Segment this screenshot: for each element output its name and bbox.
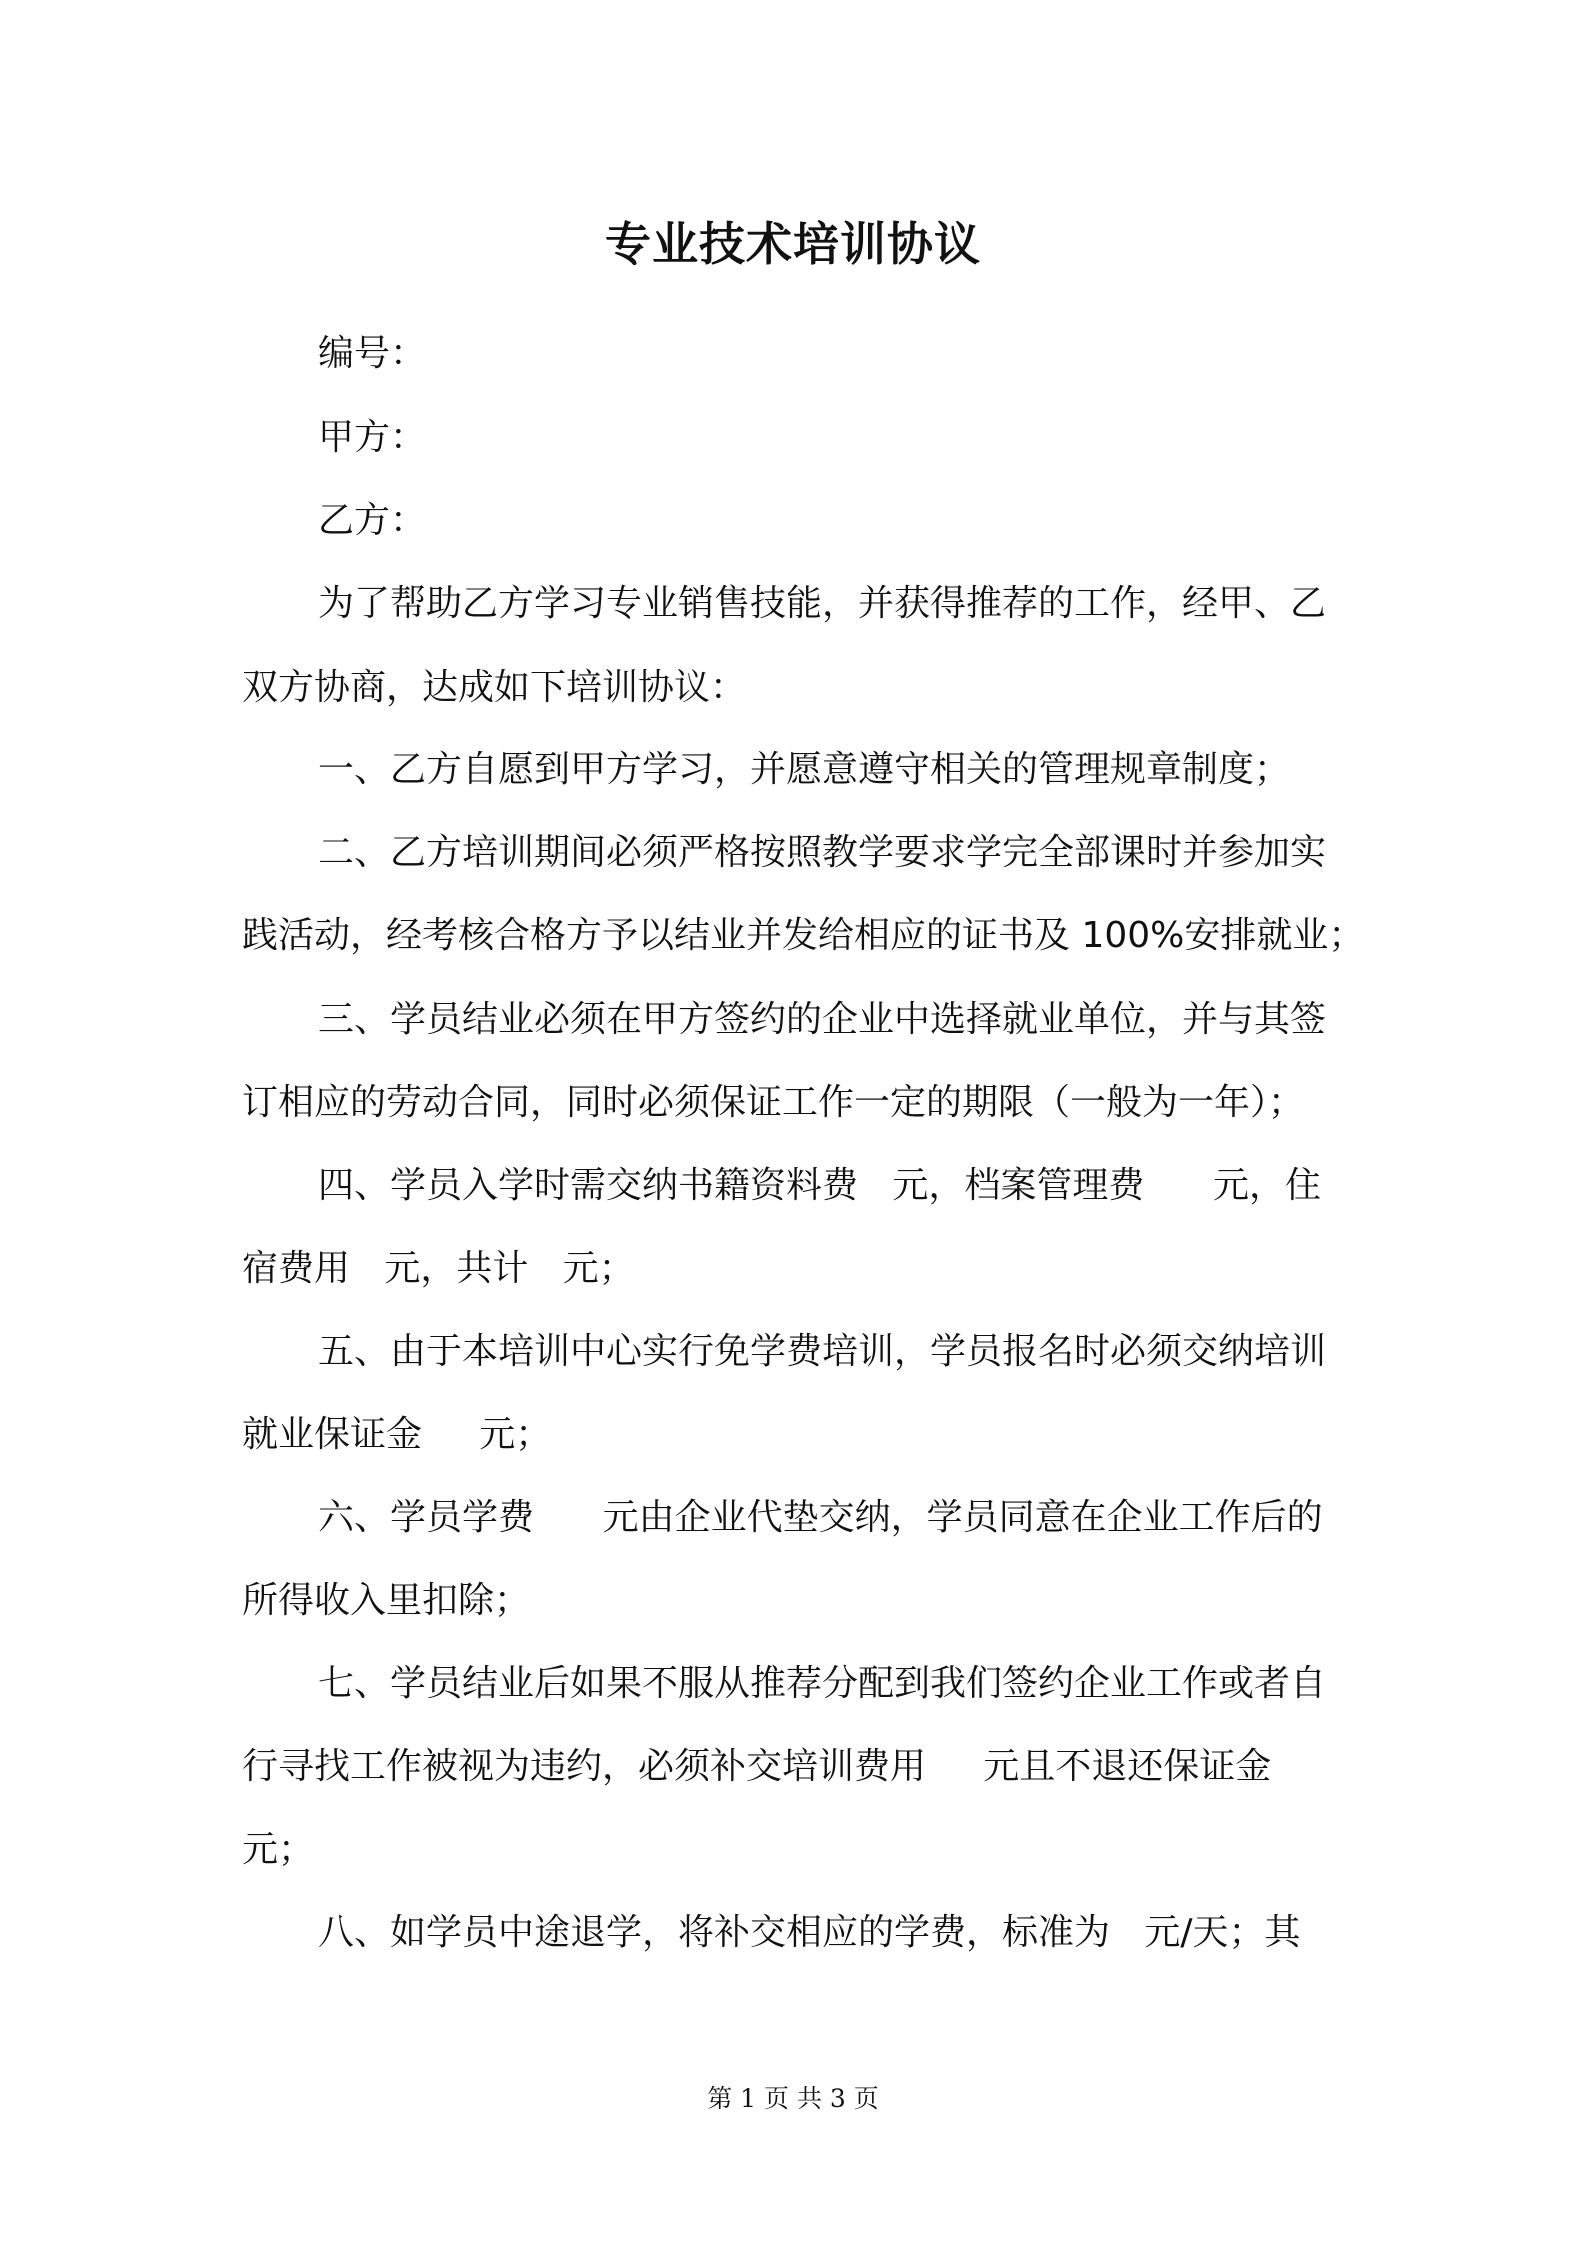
clause-8-line-1: 八、如学员中途退学，将补交相应的学费，标准为 元/天；其 [318, 1912, 1301, 1953]
clause-7-line-1: 七、学员结业后如果不服从推荐分配到我们签约企业工作或者自 [318, 1663, 1327, 1704]
field-number-label: 编号： [318, 333, 427, 374]
field-party-a-label: 甲方： [318, 417, 427, 458]
intro-line-1: 为了帮助乙方学习专业销售技能，并获得推荐的工作，经甲、乙 [318, 583, 1327, 624]
clause-4-line-2: 宿费用 元，共计 元； [242, 1248, 635, 1289]
clause-4-line-1: 四、学员入学时需交纳书籍资料费 元，档案管理费 元，住 [318, 1165, 1321, 1206]
clause-2-line-1: 二、乙方培训期间必须严格按照教学要求学完全部课时并参加实 [318, 832, 1327, 873]
clause-7-line-2: 行寻找工作被视为违约，必须补交培训费用 元且不退还保证金 [242, 1746, 1272, 1787]
field-party-b-label: 乙方： [318, 500, 427, 541]
page-title: 专业技术培训协议 [605, 217, 981, 271]
clause-3-line-2: 订相应的劳动合同，同时必须保证工作一定的期限（一般为一年）； [242, 1082, 1305, 1123]
clause-3-line-1: 三、学员结业必须在甲方签约的企业中选择就业单位，并与其签 [318, 999, 1327, 1040]
clause-5-line-2: 就业保证金 元； [242, 1414, 552, 1455]
clause-7-line-3: 元； [242, 1829, 315, 1870]
intro-line-2: 双方协商，达成如下培训协议： [242, 667, 747, 708]
clause-5-line-1: 五、由于本培训中心实行免学费培训，学员报名时必须交纳培训 [318, 1331, 1327, 1372]
clause-2-line-2: 践活动，经考核合格方予以结业并发给相应的证书及 100%安排就业； [242, 915, 1365, 956]
clause-6-line-2: 所得收入里扣除； [242, 1580, 531, 1621]
clause-6-line-1: 六、学员学费 元由企业代垫交纳，学员同意在企业工作后的 [318, 1497, 1323, 1538]
page-number-footer: 第 1 页 共 3 页 [707, 2084, 879, 2113]
clause-1-line-1: 一、乙方自愿到甲方学习，并愿意遵守相关的管理规章制度； [318, 749, 1291, 790]
